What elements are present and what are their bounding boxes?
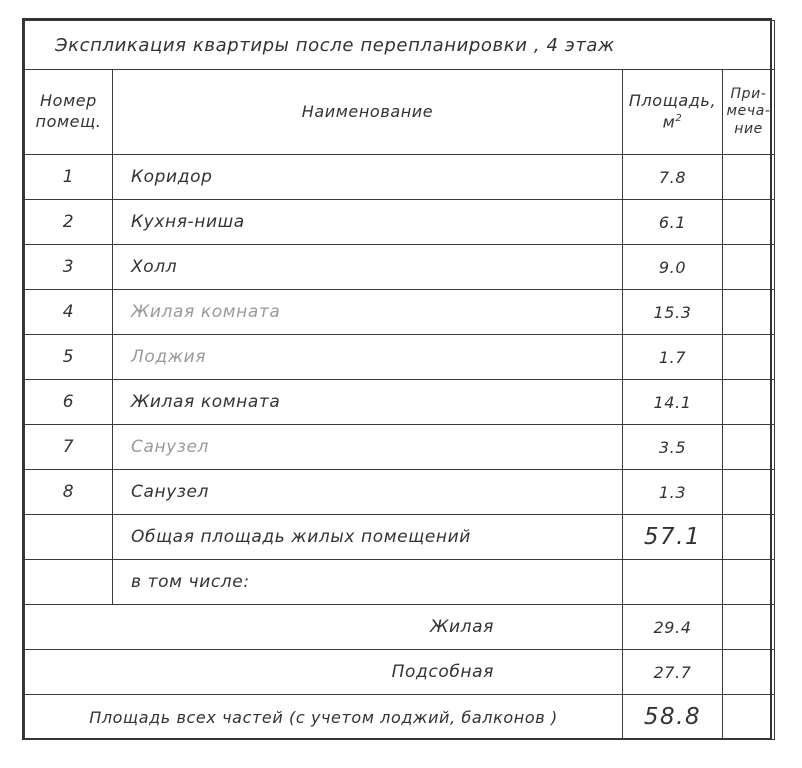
summary-row-all-parts [25, 695, 775, 740]
header-area-unit-wrap [623, 112, 722, 133]
table-row [25, 200, 775, 245]
all-parts-label: Площадь всех частей (с учетом лоджий, балконов ) [25, 695, 623, 740]
table-row [25, 290, 775, 335]
room-area: 1.3 [623, 470, 723, 515]
summary-number-cell [25, 515, 113, 560]
room-number: 6 [25, 380, 113, 425]
summary-note-cell [723, 515, 775, 560]
table-row [25, 425, 775, 470]
header-note-line2: меча- [726, 103, 771, 120]
table-title: Экспликация квартиры после перепланировки , 4 этаж [25, 21, 775, 70]
room-name: Холл [113, 245, 623, 290]
summary-number-cell [25, 560, 113, 605]
room-area: 1.7 [623, 335, 723, 380]
room-number: 8 [25, 470, 113, 515]
summary-row-total-living [25, 515, 775, 560]
auxiliary-value: 27.7 [623, 650, 723, 695]
room-note [723, 425, 775, 470]
room-note [723, 200, 775, 245]
summary-row-auxiliary [25, 650, 775, 695]
explication-sheet [22, 18, 772, 740]
summary-row-living [25, 605, 775, 650]
table-row [25, 155, 775, 200]
header-area-line1: Площадь, [628, 91, 717, 111]
summary-note-cell [723, 695, 775, 740]
header-area-unit-sup: 2 [675, 112, 683, 124]
header-room-number [25, 70, 113, 155]
table-row [25, 245, 775, 290]
room-number: 4 [25, 290, 113, 335]
total-living-label: Общая площадь жилых помещений [113, 515, 623, 560]
total-living-value: 57.1 [623, 515, 723, 560]
room-note [723, 380, 775, 425]
room-note [723, 470, 775, 515]
summary-row-including [25, 560, 775, 605]
room-number: 1 [25, 155, 113, 200]
living-label: Жилая [25, 605, 623, 650]
header-number-line1: Номер [40, 91, 97, 111]
table-row [25, 470, 775, 515]
header-note-line3: ние [734, 120, 763, 137]
header-area-unit: м [662, 112, 676, 132]
room-name: Кухня-ниша [113, 200, 623, 245]
room-number: 2 [25, 200, 113, 245]
table-row [25, 380, 775, 425]
header-note [723, 70, 775, 155]
table-row [25, 335, 775, 380]
summary-note-cell [723, 605, 775, 650]
auxiliary-label: Подсобная [25, 650, 623, 695]
room-number: 3 [25, 245, 113, 290]
room-area: 9.0 [623, 245, 723, 290]
room-note [723, 245, 775, 290]
including-label: в том числе: [113, 560, 623, 605]
summary-note-cell [723, 650, 775, 695]
room-area: 15.3 [623, 290, 723, 335]
room-area: 14.1 [623, 380, 723, 425]
room-area: 6.1 [623, 200, 723, 245]
room-number: 7 [25, 425, 113, 470]
room-note [723, 155, 775, 200]
room-name: Коридор [113, 155, 623, 200]
all-parts-value: 58.8 [623, 695, 723, 740]
header-area [623, 70, 723, 155]
room-area: 7.8 [623, 155, 723, 200]
header-name: Наименование [113, 70, 623, 155]
room-name: Санузел [113, 470, 623, 515]
header-note-line1: При- [730, 85, 767, 102]
room-name: Жилая комната [113, 380, 623, 425]
room-name: Жилая комната [113, 290, 623, 335]
summary-area-cell [623, 560, 723, 605]
living-value: 29.4 [623, 605, 723, 650]
room-name: Санузел [113, 425, 623, 470]
header-number-line2: помещ. [35, 112, 102, 131]
explication-table [24, 20, 775, 740]
room-note [723, 335, 775, 380]
room-number: 5 [25, 335, 113, 380]
room-name: Лоджия [113, 335, 623, 380]
room-area: 3.5 [623, 425, 723, 470]
room-note [723, 290, 775, 335]
summary-note-cell [723, 560, 775, 605]
